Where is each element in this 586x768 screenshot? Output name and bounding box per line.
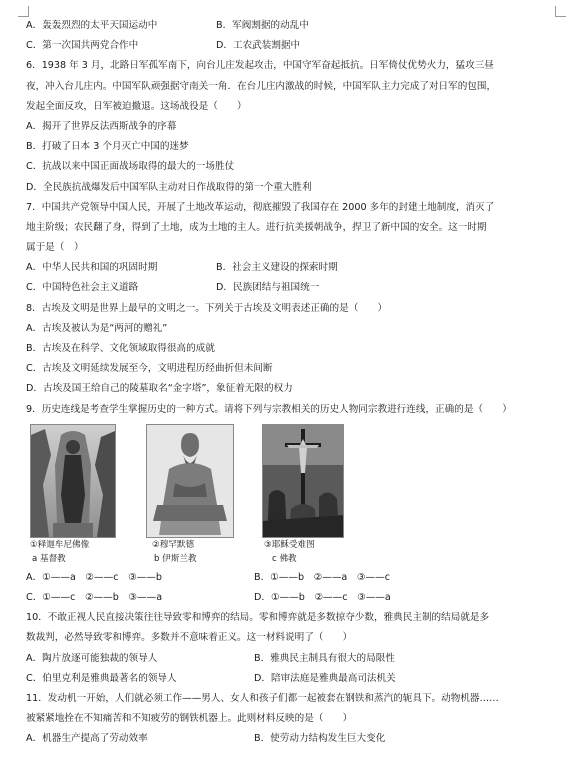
q7-options-row-1 <box>26 258 566 278</box>
crucifixion-painting-image <box>262 424 344 538</box>
q10-stem-line-2: 数裁判，必然导致零和博弈。多数并不意味着正义。这一材料说明了（ ） <box>26 632 353 644</box>
q10-option-d[interactable]: D．陪审法庭是雅典最高司法机关 <box>254 672 396 684</box>
buddha-statue-image <box>30 424 116 538</box>
q11-option-b[interactable]: B．使劳动力结构发生巨大变化 <box>254 733 386 745</box>
q9-captions <box>26 538 566 568</box>
q9-stem: 9．历史连线是考查学生掌握历史的一种方式。请将下列与宗教相关的历史人物同宗教进行连线，正确的是（ ） <box>26 403 512 415</box>
q7-options-row-2 <box>26 278 566 298</box>
q6-option-c[interactable]: C．抗战以来中国正面战场取得的最大的一场胜仗 <box>26 161 235 173</box>
q5-options-row-2 <box>26 36 566 56</box>
q9-figure-2: ②穆罕默德 <box>152 539 195 550</box>
q9-religion-b: b 伊斯兰教 <box>154 553 197 564</box>
q6-option-a[interactable]: A．揭开了世界反法西斯战争的序幕 <box>26 120 177 132</box>
seated-figure-image <box>146 424 234 538</box>
q11-option-a[interactable]: A．机器生产提高了劳动效率 <box>26 733 148 745</box>
q10-option-c[interactable]: C．伯里克利是雅典最著名的领导人 <box>26 672 177 684</box>
q7-stem-line-3: 属于是（ ） <box>26 242 84 254</box>
q8-option-a[interactable]: A．古埃及被认为是“两河的赠礼” <box>26 322 168 334</box>
q9-option-b[interactable]: B．①——b ②——a ③——c <box>254 571 390 583</box>
q6-stem-line-2: 夜，冲入台儿庄内。中国军队顽强据守南关一角．在台儿庄内激战的时候，中国军队主力完成了对日军的包围， <box>26 80 497 92</box>
q9-option-c[interactable]: C．①——c ②——b ③——a <box>26 591 163 603</box>
q10-option-b[interactable]: B．雅典民主制具有很大的局限性 <box>254 652 395 664</box>
q7-option-b[interactable]: B．社会主义建设的探索时期 <box>216 262 338 274</box>
q11-stem-line-1: 11．发动机一开始，人们就必须工作——男人、女人和孩子们都一起被套在钢铁和蒸汽的轭具下。动物机器…… <box>26 692 499 704</box>
q10-stem-line-1: 10．不敢正视人民直接决策往往导致零和博弈的结局。零和博弈就是多数掠夺少数，雅典民主制的结局就是多 <box>26 612 490 624</box>
q7-option-c[interactable]: C．中国特色社会主义道路 <box>26 282 139 294</box>
q9-option-a[interactable]: A．①——a ②——c ③——b <box>26 571 162 583</box>
q11-options-row-1 <box>26 729 566 749</box>
q9-religion-c: c 佛教 <box>272 553 297 564</box>
q8-option-b[interactable]: B．古埃及在科学、文化领域取得很高的成就 <box>26 343 215 354</box>
q9-option-d[interactable]: D．①——b ②——c ③——a <box>254 591 391 603</box>
q6-stem-line-3: 发起全面反攻，日军被迫撤退。这场战役是（ ） <box>26 100 247 112</box>
q5-options-row-1 <box>26 16 566 36</box>
q11-stem-line-2: 被紧紧地拴在不知痛苦和不知疲劳的钢铁机器上。此则材料反映的是（ ） <box>26 713 353 725</box>
q7-stem-line-1: 7．中国共产党领导中国人民，开展了土地改革运动，彻底摧毁了我国存在 2000 多年的封建土地制度，消灭了 <box>26 201 495 213</box>
q7-stem-line-2: 地主阶级；农民翻了身，得到了土地，成为土地的主人。进行抗美援朝战争，捍卫了新中国的安全。这一时期 <box>26 221 487 233</box>
q9-options-row-2 <box>26 588 566 608</box>
q6-option-d[interactable]: D．全民族抗战爆发后中国军队主动对日作战取得的第一个重大胜利 <box>26 181 312 193</box>
q9-figure-3: ③耶稣受难图 <box>264 539 315 550</box>
q5-option-d[interactable]: D．工农武装割据中 <box>216 40 301 52</box>
q5-option-c[interactable]: C．第一次国共两党合作中 <box>26 40 139 52</box>
q5-option-b[interactable]: B．军阀割据的动乱中 <box>216 20 309 31</box>
q10-options-row-2 <box>26 669 566 689</box>
q8-option-c[interactable]: C．古埃及文明延续发展至今，文明进程历经曲折但未间断 <box>26 363 273 375</box>
q5-option-a[interactable]: A．轰轰烈烈的太平天国运动中 <box>26 20 158 31</box>
q7-option-d[interactable]: D．民族团结与祖国统一 <box>216 282 320 294</box>
q9-religion-a: a 基督教 <box>32 553 66 564</box>
question-content <box>26 16 566 749</box>
q8-option-d[interactable]: D．古埃及国王给自己的陵墓取名“金字塔”，象征着无限的权力 <box>26 383 293 395</box>
q6-option-b[interactable]: B．打破了日本 3 个月灭亡中国的迷梦 <box>26 141 189 153</box>
q10-option-a[interactable]: A．陶片放逐可能独裁的领导人 <box>26 652 158 664</box>
q10-options-row-1 <box>26 649 566 669</box>
q7-option-a[interactable]: A．中华人民共和国的巩固时期 <box>26 262 158 274</box>
q9-figure-1: ①释迦牟尼佛像 <box>30 539 90 550</box>
q6-stem-line-1: 6．1938 年 3 月，北路日军孤军南下，向台儿庄发起攻击，中国守军奋起抵抗。日军倚仗优势火力，猛攻三昼 <box>26 60 494 72</box>
q9-figure-images <box>26 424 566 538</box>
q8-stem: 8．古埃及文明是世界上最早的文明之一。下列关于古埃及文明表述正确的是（ ） <box>26 302 388 314</box>
q9-options-row-1 <box>26 568 566 588</box>
